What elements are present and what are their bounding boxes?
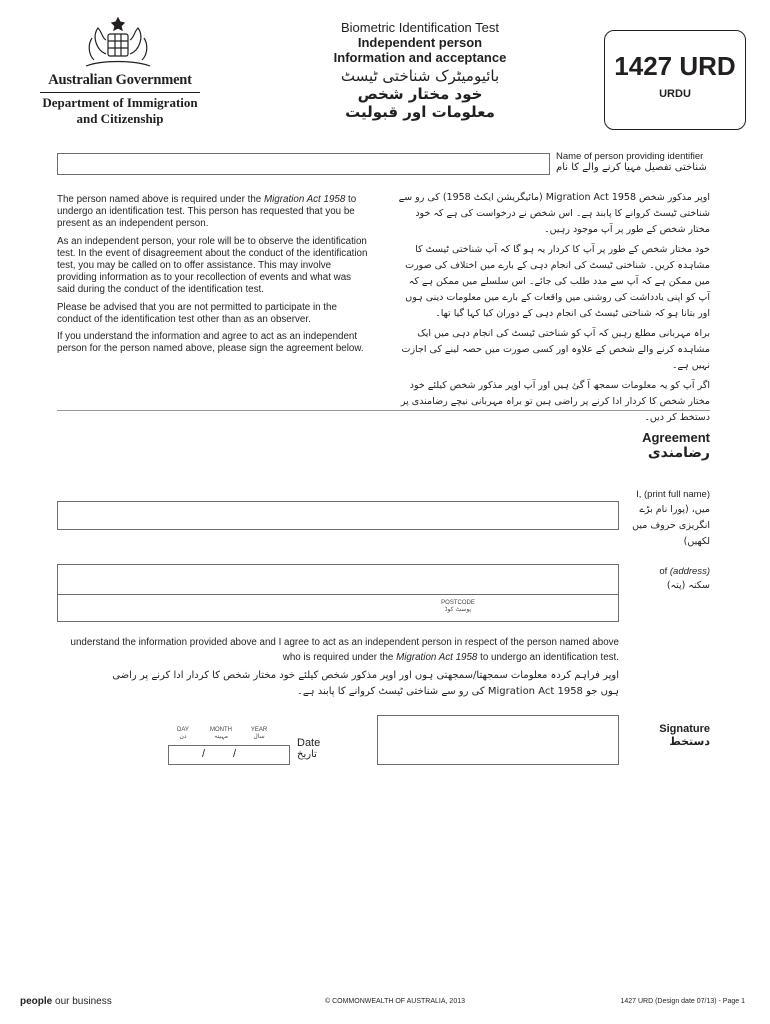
address-label-en: of (address) [659, 566, 710, 577]
info-ur-p1: اوپر مذکور شخص Migration Act 1958 (مائیگریشن ایکٹ 1958) کی رو سے شناختی ٹیسٹ کروانے کا پابند ہے۔ اس شخص نے درخواست کی ہے کہ خود مختار شخص کے طور پر آپ موجود رہیں۔ [398, 192, 710, 235]
info-ur-p4: اگر آپ کو یہ معلومات سمجھ آ گئ ہیں اور آپ اوپر مذکور شخص کیلئے خود مختار شخص کا کردار ادا کرنے پر راضی ہیں تو براہ مہربانی نیچے رضامندی پر دستخط کر دیں۔ [400, 380, 710, 423]
agreement-heading-ur: رضامندی [647, 445, 710, 461]
statement-en-2: who is required under the Migration Act 1958 to undergo an identification test. [282, 652, 619, 663]
year-label-en: YEAR [250, 727, 268, 733]
statement-en-1: understand the information provided above and I agree to act as an independent person in respect of the person named above [70, 637, 619, 648]
info-ur-p2: خود مختار شخص کے طور پر آپ کا کردار یہ ہو گا کہ آپ شناختی ٹیسٹ کا مشاہدہ کریں۔ شناختی ٹیسٹ کی انجام دہی کے بارے میں اختلاف کی صورت میں ممکن ہے کہ آپ سے مدد طلب کی جائے۔ اس سلسلے میں ممکن ہے کہ آپ کو اپنی یادداشت کی روشنی میں واقعات کے بارے میں معلومات دینی ہوں اور بتانا ہو کہ شناختی ٹیسٹ کی انجام دہی کے دوران کیا کہا گیا تھا۔ [405, 244, 710, 319]
department-name: Department of Immigration [42, 95, 198, 110]
day-label-en: DAY [177, 727, 189, 733]
postcode-label-en: POSTCODE [441, 600, 475, 606]
info-urdu [398, 190, 710, 426]
year-label-ur: سال [253, 733, 265, 740]
footer-slogan: people our business [20, 996, 112, 1007]
date-label-en: Date [297, 737, 321, 749]
postcode-label-ur: پوسٹ کوڈ [444, 606, 472, 613]
signature-label-ur: دستخط [669, 735, 710, 748]
title-en-3: Information and acceptance [333, 50, 507, 65]
info-english [57, 194, 369, 355]
info-en-p4: If you understand the information and agree to act as an independent person for the person named above, please sign the agreement below. [57, 331, 364, 355]
info-en-p2: As an independent person, your role will be to observe the identification test. In the event of disagreement about the conduct of the identification test, you may be called on to offer assistance. This may involve providing information as to your recollection of events and what was said during the conduct of the identification test. [57, 235, 368, 296]
section-divider [57, 410, 710, 411]
name-label-ur: میں، (پورا نام بڑے انگریزی حروف میں لکھیں) [632, 504, 710, 547]
title-ur-1: بائیومیٹرک شناختی ٹیسٹ [340, 67, 500, 85]
signature-field[interactable] [377, 715, 619, 765]
day-label-ur: دن [179, 733, 187, 740]
coat-of-arms-icon [78, 14, 158, 74]
form-code: 1427 URD [614, 51, 736, 81]
title-ur-2: خود مختار شخص [357, 85, 483, 103]
form-language: URDU [659, 88, 691, 100]
month-label-ur: مہینہ [214, 733, 228, 740]
government-name: Australian Government [48, 72, 192, 88]
identifier-label-en: Name of person providing identifier [556, 151, 704, 162]
info-en-p3: Please be advised that you are not permitted to participate in the conduct of the identification test other than as an observer. [57, 301, 337, 325]
date-separator-1: / [202, 748, 206, 760]
date-separator-2: / [233, 748, 237, 760]
identifier-label-ur: شناختی تفصیل مہیا کرنے والے کا نام [556, 162, 707, 173]
agreement-heading-en: Agreement [642, 430, 710, 445]
department-name-2: and Citizenship [76, 111, 164, 126]
full-name-field[interactable] [57, 501, 619, 530]
title-ur-3: معلومات اور قبولیت [345, 103, 495, 121]
name-label-en: I, (print full name) [636, 489, 710, 500]
address-label-ur: سکنہ (پتہ) [666, 580, 710, 591]
address-field[interactable] [57, 564, 619, 622]
month-label-en: MONTH [210, 727, 232, 733]
date-field[interactable] [168, 745, 290, 765]
statement-ur: اوپر فراہم کردہ معلومات سمجھتا/سمجھتی ہوں اور اوپر مذکور شخص کیلئے خود مختار شخص کا کردار ادا کرنے پر راضی ہوں جو Migration Act 1958 کی رو سے شناختی ٹیسٹ کروانے کا پابند ہے۔ [112, 670, 619, 697]
signature-label-en: Signature [659, 723, 710, 735]
info-ur-p3: براہ مہربانی مطلع رہیں کہ آپ کو شناختی ٹیسٹ کی انجام دہی میں ایک مشاہدہ کرنے والے شخص کے علاوہ اور کسی صورت میں حصہ لینے کی اجازت نہیں ہے۔ [401, 328, 710, 371]
footer-design-date: 1427 URD (Design date 07/13) - Page 1 [620, 998, 745, 1005]
footer-copyright: © COMMONWEALTH OF AUSTRALIA, 2013 [325, 998, 465, 1005]
identifier-name-field[interactable] [57, 153, 550, 175]
title-en-1: Biometric Identification Test [341, 20, 499, 35]
info-en-p1: The person named above is required under the Migration Act 1958 to undergo an identification test. This person has requested that you be present as an independent person. [57, 194, 357, 230]
form-code-box [604, 30, 746, 130]
title-en-2: Independent person [357, 35, 483, 50]
date-label-ur: تاریخ [297, 749, 317, 760]
